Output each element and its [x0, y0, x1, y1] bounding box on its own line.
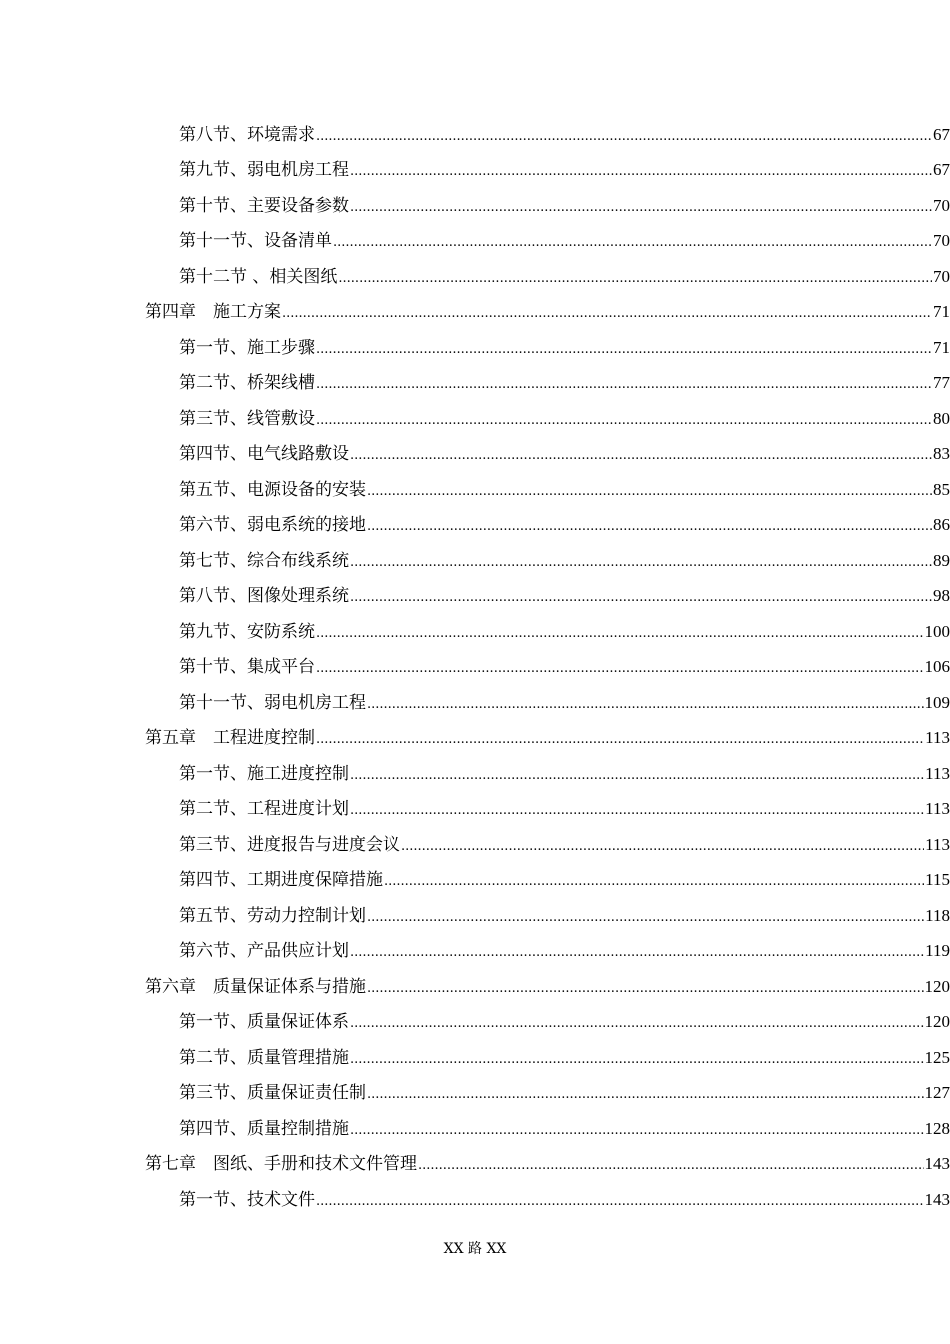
toc-entry-line — [179, 906, 950, 928]
toc-chapter-entry[interactable] — [0, 296, 950, 332]
toc-entry-label: 第四节、工期进度保障措施 — [179, 870, 383, 891]
toc-entry-label: 第十二节 、相关图纸 — [179, 266, 338, 287]
toc-section-entry[interactable] — [0, 331, 950, 367]
toc-section-entry[interactable] — [0, 864, 950, 900]
toc-page-number: 125 — [924, 1047, 950, 1067]
toc-section-entry[interactable] — [0, 118, 950, 154]
toc-entry-label: 第一节、施工进度控制 — [179, 763, 349, 784]
toc-chapter-entry[interactable] — [0, 722, 950, 758]
toc-entry-label: 第五节、劳动力控制计划 — [179, 905, 366, 926]
toc-entry-line — [179, 941, 950, 963]
toc-page-number: 143 — [924, 1189, 950, 1209]
dot-leader — [384, 872, 924, 892]
toc-section-entry[interactable] — [0, 793, 950, 829]
toc-entry-line — [179, 622, 950, 644]
toc-entry-line — [179, 444, 950, 466]
toc-entry-label: 第二节、质量管理措施 — [179, 1047, 349, 1068]
toc-chapter-entry[interactable] — [0, 1148, 950, 1184]
dot-leader — [282, 304, 932, 324]
toc-entry-line — [179, 764, 950, 786]
toc-entry-line — [179, 799, 950, 821]
toc-page-number: 113 — [925, 728, 950, 748]
toc-section-entry[interactable] — [0, 935, 950, 971]
toc-entry-line — [179, 373, 950, 395]
toc-page-number: 119 — [925, 941, 950, 961]
toc-entry-label: 第九节、安防系统 — [179, 621, 315, 642]
dot-leader — [316, 624, 924, 644]
toc-page-number: 98 — [933, 586, 950, 606]
toc-entry-line — [179, 1190, 950, 1212]
toc-entry-label: 第八节、图像处理系统 — [179, 586, 349, 607]
toc-section-entry[interactable] — [0, 1077, 950, 1113]
toc-entry-line — [179, 480, 950, 502]
dot-leader — [350, 198, 932, 218]
toc-entry-label: 第二节、桥架线槽 — [179, 373, 315, 394]
toc-page-number: 115 — [925, 870, 950, 890]
dot-leader — [333, 233, 932, 253]
toc-section-entry[interactable] — [0, 828, 950, 864]
toc-entry-label: 第五章 工程进度控制 — [145, 728, 315, 749]
toc-entry-line — [179, 338, 950, 360]
toc-entry-label: 第六节、弱电系统的接地 — [179, 515, 366, 536]
toc-entry-label: 第四章 施工方案 — [145, 302, 281, 323]
dot-leader — [316, 127, 932, 147]
toc-page-number: 85 — [933, 479, 950, 499]
toc-page-number: 100 — [924, 621, 950, 641]
toc-section-entry[interactable] — [0, 402, 950, 438]
toc-section-entry[interactable] — [0, 473, 950, 509]
dot-leader — [316, 659, 924, 679]
toc-page-number: 109 — [924, 692, 950, 712]
toc-section-entry[interactable] — [0, 757, 950, 793]
toc-section-entry[interactable] — [0, 367, 950, 403]
toc-entry-label: 第四节、电气线路敷设 — [179, 444, 349, 465]
toc-section-entry[interactable] — [0, 1183, 950, 1219]
toc-entry-line — [179, 1012, 950, 1034]
toc-entry-label: 第二节、工程进度计划 — [179, 799, 349, 820]
toc-entry-label: 第一节、质量保证体系 — [179, 1012, 349, 1033]
dot-leader — [316, 411, 932, 431]
toc-section-entry[interactable] — [0, 154, 950, 190]
toc-page-number: 118 — [925, 905, 950, 925]
toc-entry-line — [179, 835, 950, 857]
toc-entry-line — [179, 551, 950, 573]
dot-leader — [350, 766, 924, 786]
toc-entry-label: 第十一节、弱电机房工程 — [179, 692, 366, 713]
toc-page-number: 113 — [925, 799, 950, 819]
toc-page-number: 71 — [933, 337, 950, 357]
toc-section-entry[interactable] — [0, 1006, 950, 1042]
toc-entry-line — [179, 870, 950, 892]
toc-section-entry[interactable] — [0, 899, 950, 935]
toc-entry-line — [179, 1119, 950, 1141]
toc-page-number: 89 — [933, 550, 950, 570]
table-of-contents — [0, 118, 950, 1219]
toc-entry-label: 第三节、进度报告与进度会议 — [179, 834, 400, 855]
toc-section-entry[interactable] — [0, 615, 950, 651]
toc-entry-label: 第九节、弱电机房工程 — [179, 160, 349, 181]
toc-chapter-entry[interactable] — [0, 970, 950, 1006]
toc-page-number: 128 — [924, 1118, 950, 1138]
toc-entry-line — [145, 302, 950, 324]
dot-leader — [338, 269, 932, 289]
toc-section-entry[interactable] — [0, 1112, 950, 1148]
dot-leader — [401, 837, 924, 857]
dot-leader — [350, 553, 932, 573]
toc-entry-label: 第五节、电源设备的安装 — [179, 479, 366, 500]
toc-section-entry[interactable] — [0, 544, 950, 580]
toc-entry-label: 第八节、环境需求 — [179, 124, 315, 145]
toc-page-number: 127 — [924, 1083, 950, 1103]
dot-leader — [350, 943, 924, 963]
toc-section-entry[interactable] — [0, 1041, 950, 1077]
dot-leader — [316, 730, 924, 750]
toc-entry-label: 第六章 质量保证体系与措施 — [145, 976, 366, 997]
toc-entry-line — [179, 1083, 950, 1105]
toc-entry-line — [179, 196, 950, 218]
toc-entry-label: 第三节、质量保证责任制 — [179, 1083, 366, 1104]
toc-section-entry[interactable] — [0, 651, 950, 687]
dot-leader — [367, 979, 924, 999]
toc-entry-line — [179, 1048, 950, 1070]
dot-leader — [350, 1014, 924, 1034]
dot-leader — [350, 446, 932, 466]
dot-leader — [418, 1156, 924, 1176]
toc-entry-label: 第七节、综合布线系统 — [179, 550, 349, 571]
toc-page-number: 71 — [933, 302, 950, 322]
toc-page-number: 106 — [924, 657, 950, 677]
toc-entry-line — [179, 515, 950, 537]
toc-entry-line — [179, 693, 950, 715]
dot-leader — [350, 1050, 924, 1070]
toc-section-entry[interactable] — [0, 225, 950, 261]
dot-leader — [316, 375, 932, 395]
toc-entry-line — [179, 409, 950, 431]
dot-leader — [316, 340, 932, 360]
toc-page-number: 67 — [933, 160, 950, 180]
toc-page-number: 70 — [933, 195, 950, 215]
toc-section-entry[interactable] — [0, 580, 950, 616]
toc-entry-line — [145, 728, 950, 750]
toc-entry-line — [179, 125, 950, 147]
dot-leader — [350, 162, 932, 182]
toc-page-number: 113 — [925, 763, 950, 783]
toc-entry-label: 第四节、质量控制措施 — [179, 1118, 349, 1139]
toc-entry-line — [179, 231, 950, 253]
dot-leader — [316, 1192, 924, 1212]
toc-page-number: 120 — [924, 1012, 950, 1032]
toc-entry-line — [179, 267, 950, 289]
toc-section-entry[interactable] — [0, 189, 950, 225]
toc-page-number: 70 — [933, 266, 950, 286]
dot-leader — [367, 1085, 924, 1105]
toc-entry-line — [145, 977, 950, 999]
dot-leader — [367, 695, 924, 715]
toc-entry-label: 第十节、集成平台 — [179, 657, 315, 678]
toc-page-number: 83 — [933, 444, 950, 464]
dot-leader — [367, 908, 924, 928]
toc-page-number: 70 — [933, 231, 950, 251]
dot-leader — [350, 801, 924, 821]
toc-section-entry[interactable] — [0, 260, 950, 296]
toc-entry-label: 第一节、技术文件 — [179, 1189, 315, 1210]
toc-page-number: 86 — [933, 515, 950, 535]
toc-page-number: 113 — [925, 834, 950, 854]
toc-entry-label: 第六节、产品供应计划 — [179, 941, 349, 962]
dot-leader — [367, 517, 932, 537]
toc-entry-label: 第七章 图纸、手册和技术文件管理 — [145, 1154, 417, 1175]
dot-leader — [350, 588, 932, 608]
toc-entry-line — [179, 586, 950, 608]
toc-entry-label: 第十一节、设备清单 — [179, 231, 332, 252]
dot-leader — [367, 482, 932, 502]
toc-page-number: 143 — [924, 1154, 950, 1174]
toc-page-number: 77 — [933, 373, 950, 393]
toc-page-number: 120 — [924, 976, 950, 996]
toc-section-entry[interactable] — [0, 438, 950, 474]
toc-entry-line — [145, 1154, 950, 1176]
toc-entry-label: 第一节、施工步骤 — [179, 337, 315, 358]
toc-section-entry[interactable] — [0, 686, 950, 722]
toc-entry-label: 第十节、主要设备参数 — [179, 195, 349, 216]
toc-entry-line — [179, 657, 950, 679]
page-footer: XX 路 XX — [443, 1241, 507, 1257]
dot-leader — [350, 1121, 924, 1141]
toc-entry-line — [179, 160, 950, 182]
toc-page-number: 80 — [933, 408, 950, 428]
toc-entry-label: 第三节、线管敷设 — [179, 408, 315, 429]
toc-page-number: 67 — [933, 124, 950, 144]
toc-section-entry[interactable] — [0, 509, 950, 545]
